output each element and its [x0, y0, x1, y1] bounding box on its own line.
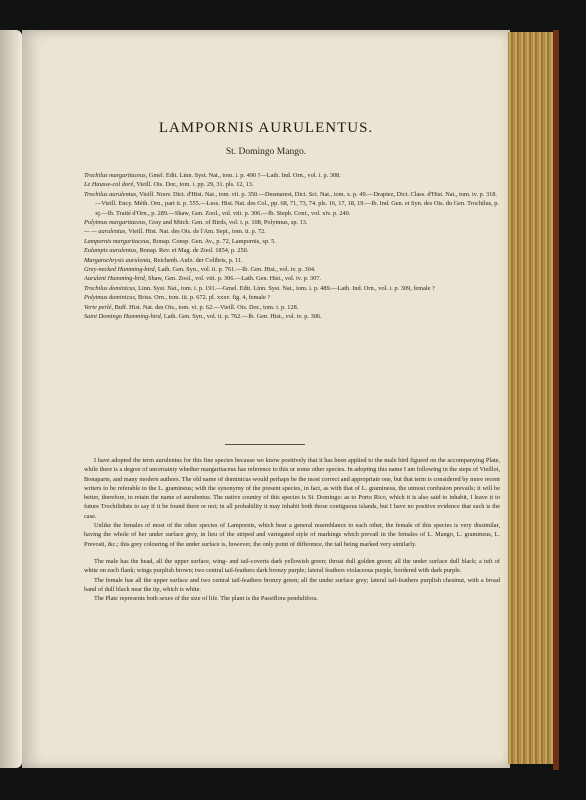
synonym-reference: Briss. Orn., tom. iii. p. 672. pl. xxxv. fig. 4, female ?: [136, 294, 271, 302]
synonym-entry: [84, 171, 500, 180]
left-page-edge: [0, 30, 22, 768]
synonym-reference: Linn. Syst. Nat., tom. i. p. 191.—Gmel. Edit. Linn. Syst. Nat., tom. i. p. 489.—Lath. Ind. Orn., vol. i. p. 309, female ?: [136, 284, 435, 292]
synonym-reference: Bonap. Consp. Gen. Av., p. 72, Lampornis, sp. 5.: [150, 237, 276, 245]
synonym-entry: [84, 190, 500, 218]
synonym-reference: Lath. Gen. Syn., vol. ii. p. 762.—Ib. Gen. Hist., vol. iv. p. 306.: [162, 313, 322, 321]
synonym-name: Le Hausse-col doré,: [84, 181, 135, 189]
section-divider: [225, 444, 305, 445]
synonym-reference: Lath. Gen. Syn., vol. ii. p. 761.—Ib. Gen. Hist., vol. iv. p. 304.: [156, 266, 316, 274]
synonym-reference: Gray and Mitch. Gen. of Birds, vol. i. p. 108, Polytmus, sp. 13.: [147, 219, 308, 227]
synonymy-list: [84, 171, 500, 322]
synonym-entry: [84, 312, 500, 321]
synonym-reference: Shaw, Gen. Zool., vol. viii. p. 306.—Lath. Gen. Hist., vol. iv. p. 307.: [146, 275, 321, 283]
book-page: [22, 30, 510, 768]
synonym-reference: Vieill. Hist. Nat. des Ois. de l'Am. Sept., tom. ii. p. 72.: [126, 228, 266, 236]
synonym-reference: Bonap. Rev. et Mag. de Zool. 1854, p. 250.: [137, 247, 249, 255]
synonym-entry: [84, 218, 500, 227]
paragraph: The male has the head, all the upper surface, wing- and tail-coverts dark yellowish green; throat dull golden green; all the under surface dull black; a tuft of white on each flank; wings purplish brown; two central tail-feathers dark bronzy purple; lateral feathers violaceous purple, bordered with dark purple.: [84, 557, 500, 575]
binding-edge: [553, 30, 559, 770]
synonym-name: — — aurulentus,: [84, 228, 127, 236]
synonym-name: Grey-necked Humming-bird,: [84, 266, 157, 274]
synonym-reference: Gmel. Edit. Linn. Syst. Nat., tom. i. p. 490 ?—Lath. Ind. Orn., vol. i. p. 308.: [147, 172, 341, 179]
synonym-entry: [84, 265, 500, 274]
synonym-name: Saint Domingo Humming-bird,: [84, 313, 163, 321]
synonym-reference: Vieill. Ois. Dor., tom. i. pp. 29, 31. pls. 12, 13.: [134, 181, 254, 189]
book-binding: [508, 32, 558, 764]
synonym-name: Polytmus margaritaceus,: [84, 219, 148, 227]
synonym-entry: [84, 180, 500, 189]
synonym-name: Lampornis margaritaceus,: [84, 237, 151, 245]
synonym-entry: [84, 227, 500, 236]
page-title: LAMPORNIS AURULENTUS.: [158, 120, 374, 136]
synonym-name: Margarochrysis aurulenta,: [84, 256, 152, 264]
paragraph: The Plate represents both sexes of the size of life. The plant is the Passiflora pendulifora.: [94, 595, 318, 603]
synonym-reference: Buff. Hist. Nat. des Ois., tom. vi. p. 62.—Vieill. Ois. Dor., tom. i. p. 128.: [113, 303, 299, 311]
paragraph: The female has all the upper surface and two central tail-feathers bronzy green; all the under surface grey; lateral tail-feathers purplish chestnut, with a broad band of dull black near the tip, which is white.: [84, 576, 500, 593]
page-subtitle: St. Domingo Mango.: [225, 147, 307, 157]
synonym-name: Eulampis aurulentus,: [84, 247, 138, 255]
synonym-reference: Reichenb. Aufz. der Colibris, p. 11.: [151, 256, 243, 264]
synonym-name: Trochilus aurulentus,: [84, 190, 138, 198]
synonym-name: Trochilus margaritaceus,: [84, 172, 148, 179]
synonym-entry: [84, 303, 500, 312]
description-text: [84, 456, 500, 603]
synonym-entry: [84, 293, 500, 302]
paragraph: Unlike the females of most of the other species of Lampornis, which bear a general resemblance to each other, the female of this species is very dissimilar, having the whole of her under surface grey, in lieu of the striped and variegated style of markings which prevail in the females of L. Mango, L. gramineus, L. Prevosti, &c.; this grey colouring of the under surface is, however, the only point of difference, the tail being marked very similarly.: [84, 522, 500, 548]
synonym-name: Verte perlé,: [84, 303, 114, 311]
synonym-name: Trochilus dominicus,: [84, 284, 137, 292]
synonym-entry: [84, 256, 500, 265]
synonym-entry: [84, 284, 500, 293]
synonym-name: Aurulent Humming-bird,: [84, 275, 147, 283]
synonym-name: Polytmus dominicus,: [84, 294, 137, 302]
synonym-entry: [84, 246, 500, 255]
synonym-reference: Vieill. Nouv. Dict. d'Hist. Nat., tom. vii. p. 350.—Desmarest, Dict. Sci. Nat., tom. x. p. 49.—Drapiez, Dict. Class. d'Hist. Nat., tom. iv. p. 318.—Vieill. Ency. Méth. Orn., part ii. p. 555.—Less. Hist. Nat. des Col., pp. 68, 71, 73, 74. pls. 16, 17, 18, 19.—Ib. Ind. Gen. et Syn. des Ois. du Gen. Trochilus, p. xj.—Ib. Traité d'Orn., p. 289.—Shaw, Gen. Zool., vol. viii. p. 306.—Ib. Steph. Cont., vol. xiv. p. 240.: [95, 190, 499, 217]
synonym-entry: [84, 274, 500, 283]
synonym-entry: [84, 237, 500, 246]
paragraph: I have adopted the term aurulentus for this fine species because we know positively that it has been applied to the male bird figured on the accompanying Plate, while there is a degree of uncertainty whether margaritaceus has reference to this or some other species. In adopting this name I am following in the steps of Vieillot, Bonaparte, and many modern authors. The old name of dominicus would perhaps be the most correct and appropriate one, but that term is considered by more recent writers to be referable to the L. gramineus; with the synonymy of the present species, in fact, as with that of L. gramineus, the utmost confusion prevails; it will be better, therefore, to retain the name of aurulentus. The native country of this species is St. Domingo: as to Porto Rico, which it is also said to inhabit, I leave it to future Trochilidists to say if it be found there or not; in all probability it may inhabit both those contiguous islands, but I have no positive evidence that such is the case.: [84, 457, 500, 520]
